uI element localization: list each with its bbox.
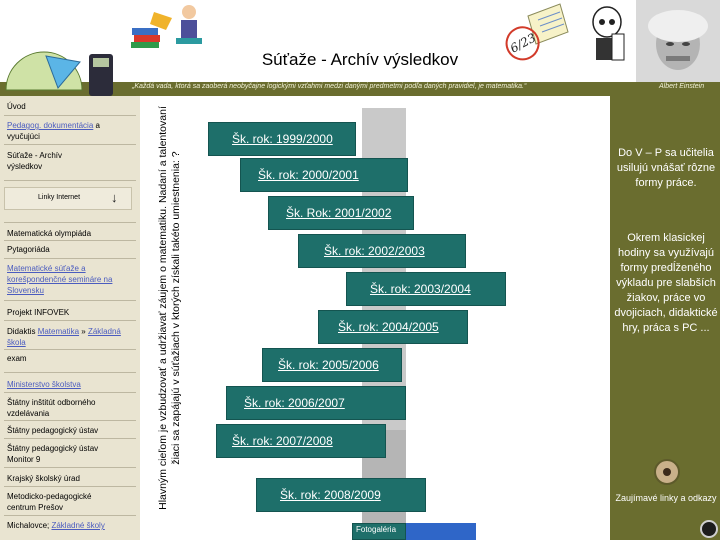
- divider: [4, 258, 136, 259]
- interesting-links-label[interactable]: Zaujímavé linky a odkazy: [615, 493, 717, 503]
- year-link[interactable]: [232, 122, 333, 156]
- year-link-last-digit[interactable]: 8: [326, 434, 333, 448]
- year-link[interactable]: [286, 196, 391, 230]
- divider: [4, 240, 136, 241]
- fotogaleria-label[interactable]: Fotogaléria: [356, 525, 397, 534]
- nav-projekt[interactable]: [7, 307, 135, 318]
- nav-projekt-label[interactable]: Projekt INFOVEK: [7, 308, 70, 317]
- nav-statny-ped2-label[interactable]: Štátny pedagogický ústav Monitor 9: [7, 444, 99, 464]
- nav-michalovce-text: Michalovce;: [7, 521, 52, 530]
- year-link-last-digit[interactable]: 7: [338, 396, 345, 410]
- nav-pedagog-rest: a vyučujúci: [7, 121, 100, 141]
- year-link-last-digit[interactable]: 0: [326, 132, 333, 146]
- divider: [4, 392, 136, 393]
- calculator-icon: [86, 52, 116, 98]
- year-link[interactable]: [280, 478, 381, 512]
- nav-pedagog-link[interactable]: Pedagog. dokumentácia: [7, 121, 94, 130]
- quote-text: „Každá vada, ktorá sa zaoberá neobyčajne logickými vzťahmi medzi danými predmetmi podľa daných pravidiel, je matematika.“: [132, 83, 527, 90]
- nav-ministerstvo-label[interactable]: Ministerstvo školstva: [7, 380, 81, 389]
- nav-statny-ped-label[interactable]: Štátny pedagogický ústav: [7, 426, 99, 435]
- year-link-text[interactable]: Šk. rok: 2006/200: [244, 396, 339, 410]
- protractor-icon: [2, 50, 86, 94]
- nav-uvod-label[interactable]: Úvod: [7, 102, 26, 111]
- nav-didaktis-rest: »: [79, 327, 88, 336]
- nav-michalovce: [7, 520, 135, 531]
- year-link-last-digit[interactable]: 6: [372, 358, 379, 372]
- nav-didaktis: [7, 326, 135, 348]
- divider: [4, 486, 136, 487]
- divider: [4, 438, 136, 439]
- books-icon: [128, 8, 174, 50]
- nav-ministerstvo[interactable]: [7, 379, 135, 390]
- divider: [4, 222, 136, 223]
- nav-statny-ustav[interactable]: [7, 397, 119, 419]
- year-link[interactable]: [258, 158, 359, 192]
- divider: [4, 144, 136, 145]
- nav-krajsky-label[interactable]: Krajský školský úrad: [7, 474, 80, 483]
- divider: [4, 420, 136, 421]
- nav-statny-ustav-label[interactable]: Štátny inštitút odborného vzdelávania: [7, 398, 96, 418]
- year-link[interactable]: [370, 272, 471, 306]
- year-link[interactable]: [324, 234, 425, 268]
- year-link-last-digit[interactable]: 1: [352, 168, 359, 182]
- nav-michalovce-link[interactable]: Základné školy: [51, 521, 105, 530]
- year-link-last-digit[interactable]: 4: [464, 282, 471, 296]
- year-link[interactable]: [278, 348, 379, 382]
- year-link-text[interactable]: Šk. rok: 1999/200: [232, 132, 327, 146]
- vertical-banner-text: Hlavným cieľom je vzbudzovať a udržiavať záujem o matematiku. Nadaní a talentovaní žiaci sa zapájajú v súťažiach v ktorých získali takéto umiestnenia: ?: [157, 106, 182, 510]
- year-link-text[interactable]: Šk. rok: 2004/2005: [338, 320, 439, 334]
- divider: [4, 180, 136, 181]
- nav-metodicko-label[interactable]: Metodicko-pedagogické centrum Prešov: [7, 492, 92, 512]
- year-link-last-digit[interactable]: 2: [384, 206, 392, 220]
- nav-didaktis-link[interactable]: Matematika: [37, 327, 80, 336]
- nav-olympiada[interactable]: [7, 228, 135, 239]
- eye-icon[interactable]: [654, 459, 680, 485]
- divider: [4, 372, 136, 373]
- teacher-icon: [172, 2, 206, 50]
- nav-sutaze-label[interactable]: Súťaže - Archív výsledkov: [7, 151, 63, 171]
- nav-statny-ped[interactable]: [7, 425, 135, 436]
- nav-exam[interactable]: [7, 353, 135, 364]
- year-link[interactable]: [232, 424, 333, 458]
- divider: [4, 467, 136, 468]
- nav-pytagoriada[interactable]: [7, 244, 135, 255]
- year-link-text[interactable]: Šk. rok: 2005/200: [278, 358, 373, 372]
- nav-exam-label[interactable]: exam: [7, 354, 27, 363]
- nav-sutaze-link[interactable]: [7, 263, 135, 296]
- right-mid-text: Okrem klasickej hodiny sa využívajú formy predĺženého výkladu pre slabších žiakov, práce vo dvojiciach, didaktické hry, práca s PC ...: [614, 232, 718, 334]
- year-link-text[interactable]: Šk. rok: 2008/200: [280, 488, 375, 502]
- nav-metodicko[interactable]: [7, 491, 117, 513]
- nav-sutaze[interactable]: [7, 150, 87, 172]
- nav-krajsky[interactable]: [7, 473, 135, 484]
- linky-internet-label[interactable]: Linky Internet: [38, 194, 81, 201]
- badge-text: 6/23: [507, 30, 539, 56]
- divider: [4, 300, 136, 301]
- nav-sutaze-link-label[interactable]: Matematické súťaže a korešpondenčné semináre na Slovensku: [7, 264, 113, 295]
- nav-statny-ped2[interactable]: [7, 443, 123, 465]
- year-link-last-digit[interactable]: 3: [418, 244, 425, 258]
- nav-uvod[interactable]: [7, 101, 135, 112]
- year-link[interactable]: [244, 386, 345, 420]
- divider: [4, 515, 136, 516]
- year-link-text[interactable]: Šk. rok: 2000/200: [258, 168, 353, 182]
- year-link-text[interactable]: Šk. rok: 2007/200: [232, 434, 327, 448]
- divider: [4, 115, 136, 116]
- arrow-down-icon: ↓: [111, 190, 118, 205]
- year-link-text[interactable]: Šk. rok: 2002/200: [324, 244, 419, 258]
- divider: [4, 349, 136, 350]
- quote-author: Albert Einstein: [659, 83, 705, 90]
- nav-didaktis-text: Didaktis: [7, 327, 38, 336]
- linky-internet-button[interactable]: [4, 187, 132, 210]
- year-link-text[interactable]: Šk. Rok: 2001/200: [286, 206, 385, 220]
- right-top-text: Do V – P sa učitelia usilujú vnášať rôzne formy práce.: [616, 147, 716, 189]
- year-link-last-digit[interactable]: 9: [374, 488, 381, 502]
- nav-pedagog: [7, 120, 135, 142]
- nav-pytagoriada-label[interactable]: Pytagoriáda: [7, 245, 50, 254]
- corner-logo-icon: [700, 520, 718, 538]
- nav-olympiada-label[interactable]: Matematická olympiáda: [7, 229, 92, 238]
- nav-didaktis-link2[interactable]: Základná škola: [7, 327, 121, 347]
- year-link-text[interactable]: Šk. rok: 2003/200: [370, 282, 465, 296]
- divider: [4, 320, 136, 321]
- page-title: Súťaže - Archív výsledkov: [261, 50, 459, 69]
- year-link[interactable]: [338, 310, 439, 344]
- fotogaleria-strip: [406, 523, 476, 540]
